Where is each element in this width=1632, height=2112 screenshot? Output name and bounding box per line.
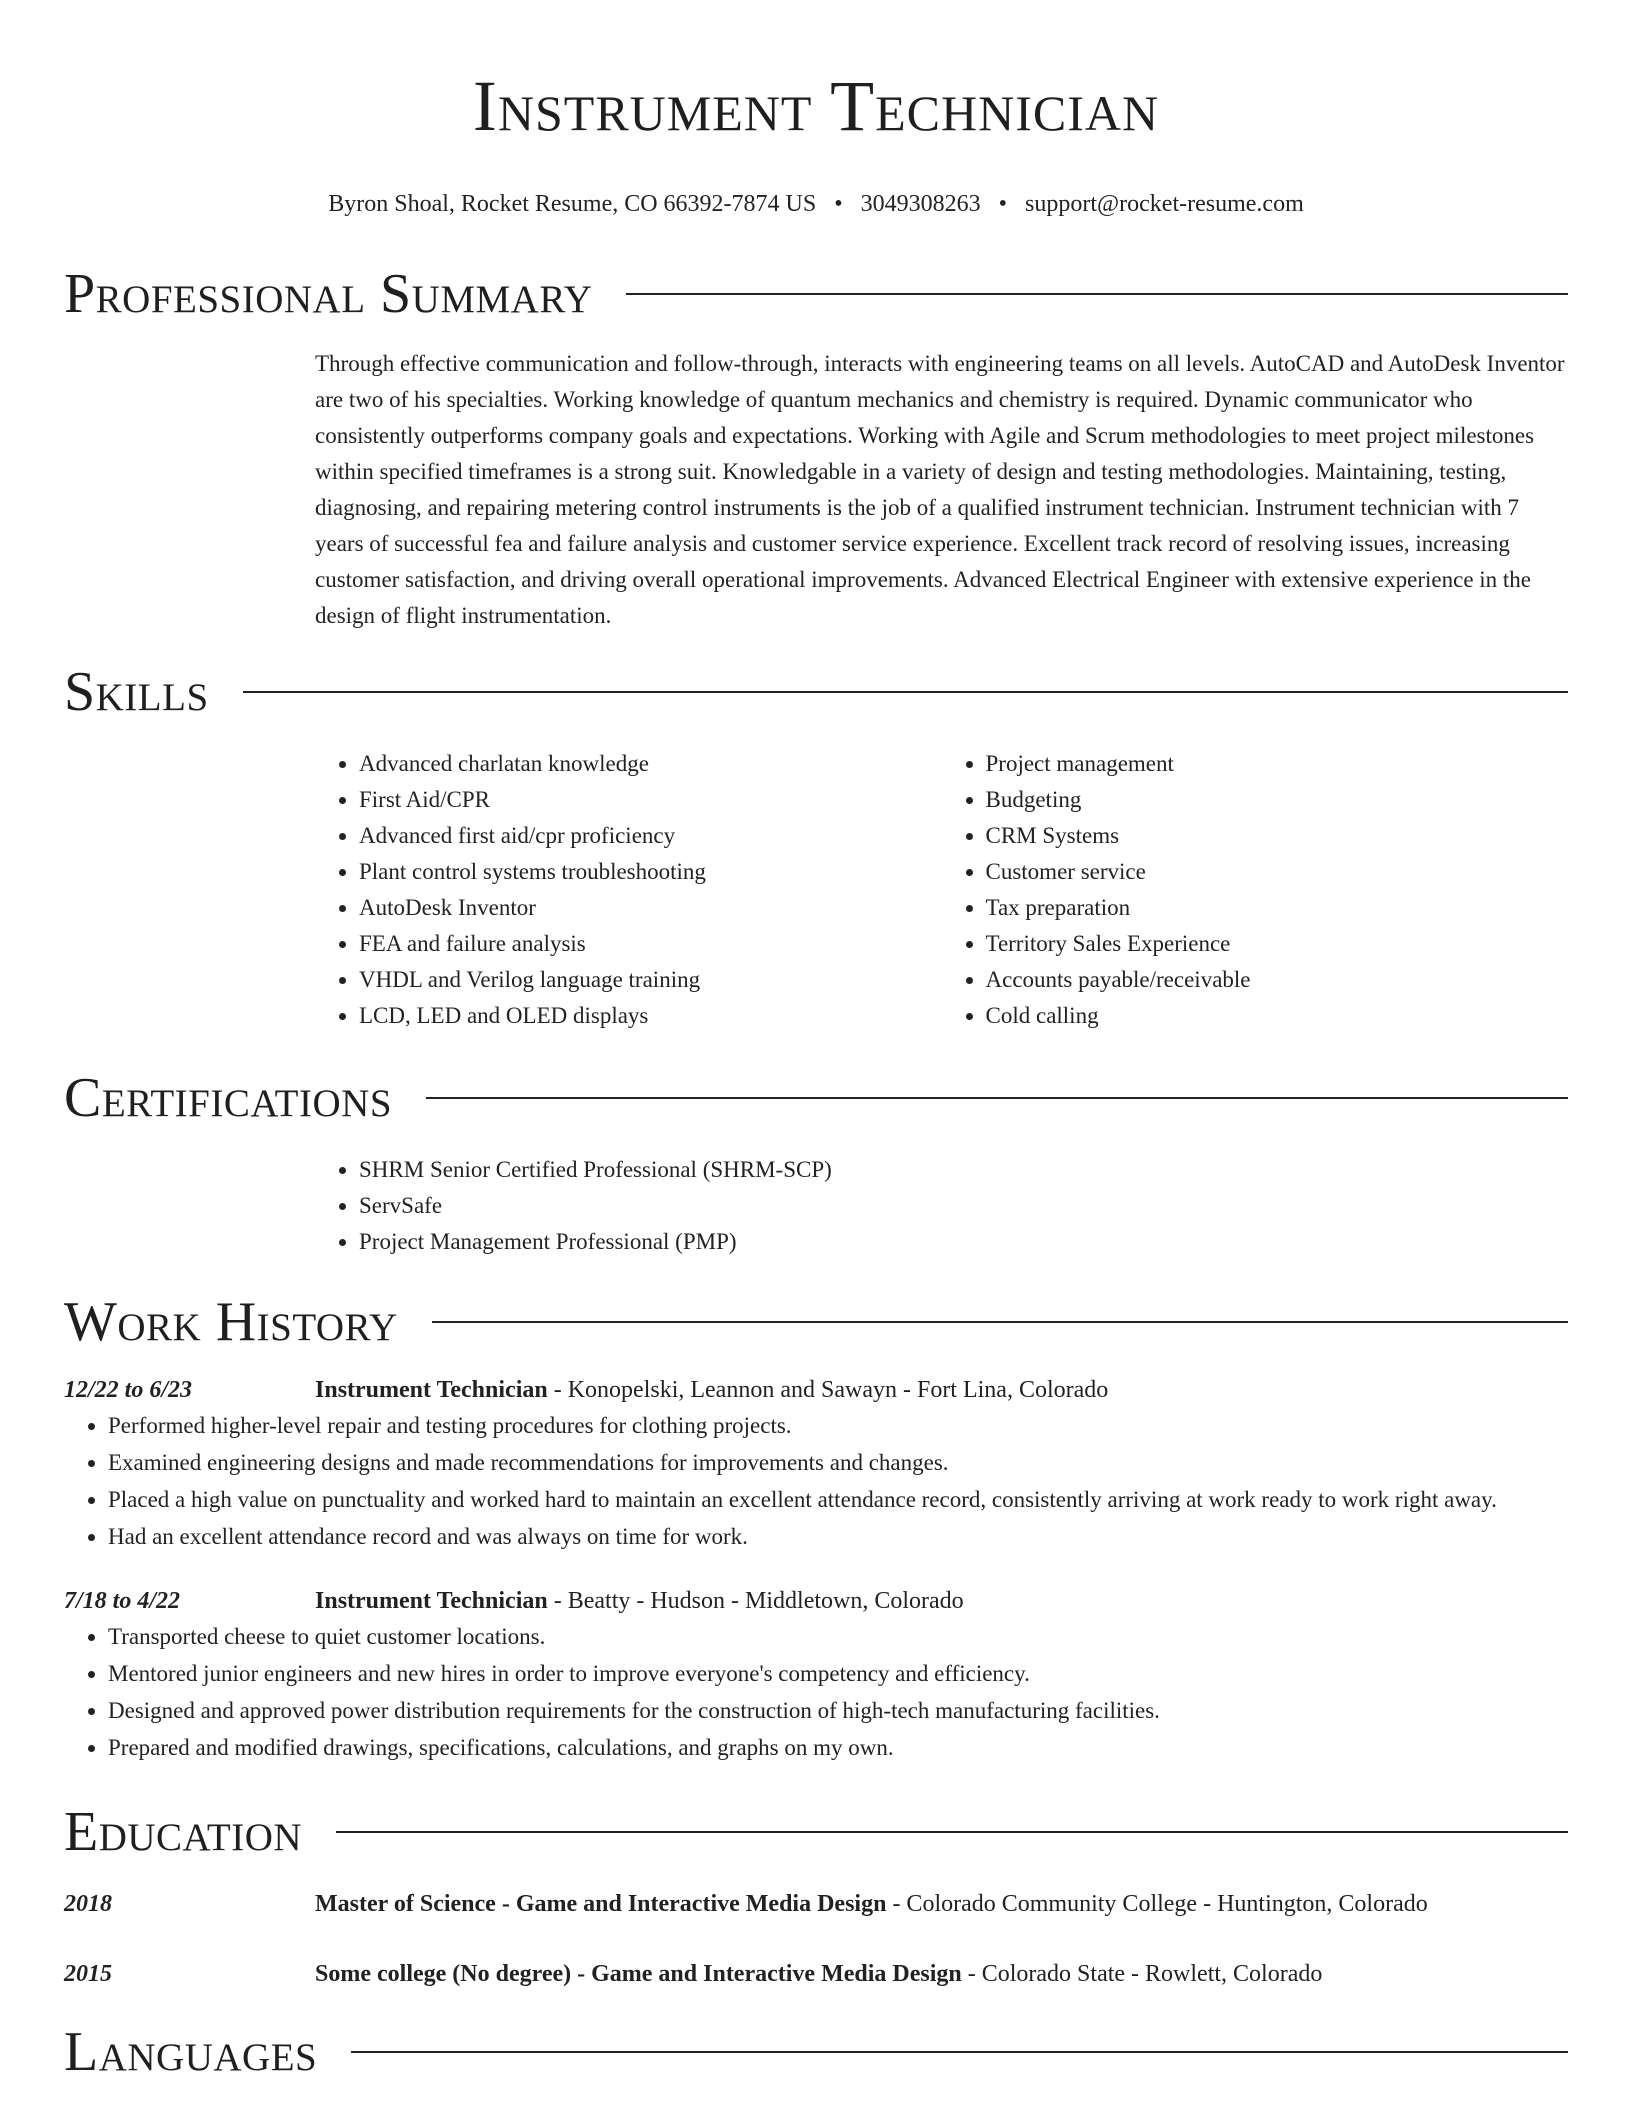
section-title-languages: Languages bbox=[64, 2021, 318, 2083]
bullet-separator: • bbox=[998, 191, 1008, 217]
section-divider bbox=[426, 1097, 1568, 1099]
languages-section-header bbox=[64, 2020, 1568, 2084]
education-year: 2015 bbox=[64, 1961, 112, 1987]
skill-item: • VHDL and Verilog language training bbox=[359, 962, 942, 998]
work-duty-item: • Designed and approved power distribution requirements for the construction of high-tech manufacturing facilities. bbox=[108, 1693, 1568, 1729]
education-year: 2018 bbox=[64, 1891, 112, 1917]
certifications-list bbox=[315, 1152, 1568, 1260]
section-title-summary: Professional Summary bbox=[64, 263, 593, 325]
skill-item: • Project management bbox=[986, 746, 1569, 782]
section-divider bbox=[336, 1831, 1568, 1833]
skill-item: • Advanced charlatan knowledge bbox=[359, 746, 942, 782]
section-title-work: Work History bbox=[64, 1291, 398, 1353]
contact-address: Byron Shoal, Rocket Resume, CO 66392-7874 US bbox=[328, 191, 817, 217]
skill-item: • Advanced first aid/cpr proficiency bbox=[359, 818, 942, 854]
bullet-separator: • bbox=[834, 191, 843, 217]
certifications-section-header bbox=[64, 1066, 1568, 1130]
degree: Some college (No degree) - Game and Interactive Media Design bbox=[315, 1961, 962, 1987]
education-section-header bbox=[64, 1800, 1568, 1864]
summary-section-header bbox=[64, 262, 1568, 326]
work-entry-header bbox=[64, 1372, 1568, 1408]
work-entry bbox=[64, 1372, 1568, 1555]
education-list bbox=[64, 1886, 1568, 1992]
degree: Master of Science - Game and Interactive Media Design bbox=[315, 1891, 887, 1917]
summary-text: Through effective communication and follow-through, interacts with engineering teams on all levels. AutoCAD and AutoDesk Inventor are two of his specialties. Working knowledge of quantum mechanics and chemistry is required. Dynamic communicator who consistently outperforms company goals and expectations. Working with Agile and Scrum methodologies to meet project milestones within specified timeframes is a strong suit. Knowledgable in a variety of design and testing methodologies. Maintaining, testing, diagnosing, and repairing metering control instruments is the job of a qualified instrument technician. Instrument technician with 7 years of successful fea and failure analysis and customer service experience. Excellent track record of resolving issues, increasing customer satisfaction, and driving overall operational improvements. Advanced Electrical Engineer with extensive experience in the design of flight instrumentation. bbox=[315, 351, 1565, 628]
section-title-certifications: Certifications bbox=[64, 1067, 393, 1129]
work-position bbox=[315, 1372, 1108, 1408]
resume-name: Instrument Technician bbox=[472, 66, 1160, 146]
skills-list-right bbox=[942, 746, 1569, 1034]
work-duties-list bbox=[64, 1408, 1568, 1555]
employer-location: - Beatty - Hudson - Middletown, Colorado bbox=[547, 1588, 964, 1614]
education-details bbox=[315, 1886, 1428, 1922]
skills-list-left bbox=[315, 746, 942, 1034]
work-duty-item: • Transported cheese to quiet customer locations. bbox=[108, 1619, 1568, 1655]
work-entry bbox=[64, 1583, 1568, 1766]
skill-item: • Plant control systems troubleshooting bbox=[359, 854, 942, 890]
education-entry bbox=[64, 1886, 1568, 1922]
work-duty-item: • Mentored junior engineers and new hires in order to improve everyone's competency and efficiency. bbox=[108, 1656, 1568, 1692]
contact-line bbox=[64, 188, 1568, 220]
skill-item: • Customer service bbox=[986, 854, 1569, 890]
skill-item: • Tax preparation bbox=[986, 890, 1569, 926]
work-dates: 12/22 to 6/23 bbox=[64, 1377, 193, 1403]
work-history bbox=[64, 1372, 1568, 1766]
section-divider bbox=[351, 2051, 1568, 2053]
skill-item: • Budgeting bbox=[986, 782, 1569, 818]
section-title-skills: Skills bbox=[64, 661, 209, 723]
education-details bbox=[315, 1956, 1322, 1992]
certifications-block bbox=[315, 1152, 1568, 1260]
school-location: - Colorado Community College - Huntington, Colorado bbox=[886, 1891, 1428, 1917]
certification-item: • SHRM Senior Certified Professional (SHRM-SCP) bbox=[359, 1152, 1568, 1188]
skill-item: • Cold calling bbox=[986, 998, 1569, 1034]
job-title: Instrument Technician bbox=[315, 1588, 548, 1614]
contact-email: support@rocket-resume.com bbox=[1025, 191, 1304, 217]
work-dates: 7/18 to 4/22 bbox=[64, 1588, 181, 1614]
contact-phone: 3049308263 bbox=[860, 191, 981, 217]
work-duty-item: • Placed a high value on punctuality and worked hard to maintain an excellent attendance record, consistently arriving at work ready to work right away. bbox=[108, 1482, 1568, 1518]
job-title: Instrument Technician bbox=[315, 1377, 548, 1403]
work-duty-item: • Had an excellent attendance record and was always on time for work. bbox=[108, 1519, 1568, 1555]
resume-page bbox=[64, 0, 1568, 2084]
skill-item: • Territory Sales Experience bbox=[986, 926, 1569, 962]
skill-item: • Accounts payable/receivable bbox=[986, 962, 1569, 998]
education-entry bbox=[64, 1956, 1568, 1992]
work-entry-header bbox=[64, 1583, 1568, 1619]
section-divider bbox=[626, 293, 1568, 295]
employer-location: - Konopelski, Leannon and Sawayn - Fort Lina, Colorado bbox=[547, 1377, 1109, 1403]
section-divider bbox=[243, 691, 1568, 693]
work-duty-item: • Examined engineering designs and made recommendations for improvements and changes. bbox=[108, 1445, 1568, 1481]
skills-columns bbox=[315, 746, 1568, 1034]
certification-item: • Project Management Professional (PMP) bbox=[359, 1224, 1568, 1260]
skill-item: • FEA and failure analysis bbox=[359, 926, 942, 962]
skill-item: • LCD, LED and OLED displays bbox=[359, 998, 942, 1034]
skill-item: • First Aid/CPR bbox=[359, 782, 942, 818]
skill-item: • AutoDesk Inventor bbox=[359, 890, 942, 926]
section-title-education: Education bbox=[64, 1801, 303, 1863]
work-duty-item: • Prepared and modified drawings, specifications, calculations, and graphs on my own. bbox=[108, 1730, 1568, 1766]
skill-item: • CRM Systems bbox=[986, 818, 1569, 854]
work-duties-list bbox=[64, 1619, 1568, 1766]
school-location: - Colorado State - Rowlett, Colorado bbox=[961, 1961, 1323, 1987]
skills-section-header bbox=[64, 660, 1568, 724]
work-position bbox=[315, 1583, 964, 1619]
certification-item: • ServSafe bbox=[359, 1188, 1568, 1224]
work-section-header bbox=[64, 1290, 1568, 1354]
work-duty-item: • Performed higher-level repair and testing procedures for clothing projects. bbox=[108, 1408, 1568, 1444]
section-divider bbox=[432, 1321, 1568, 1323]
